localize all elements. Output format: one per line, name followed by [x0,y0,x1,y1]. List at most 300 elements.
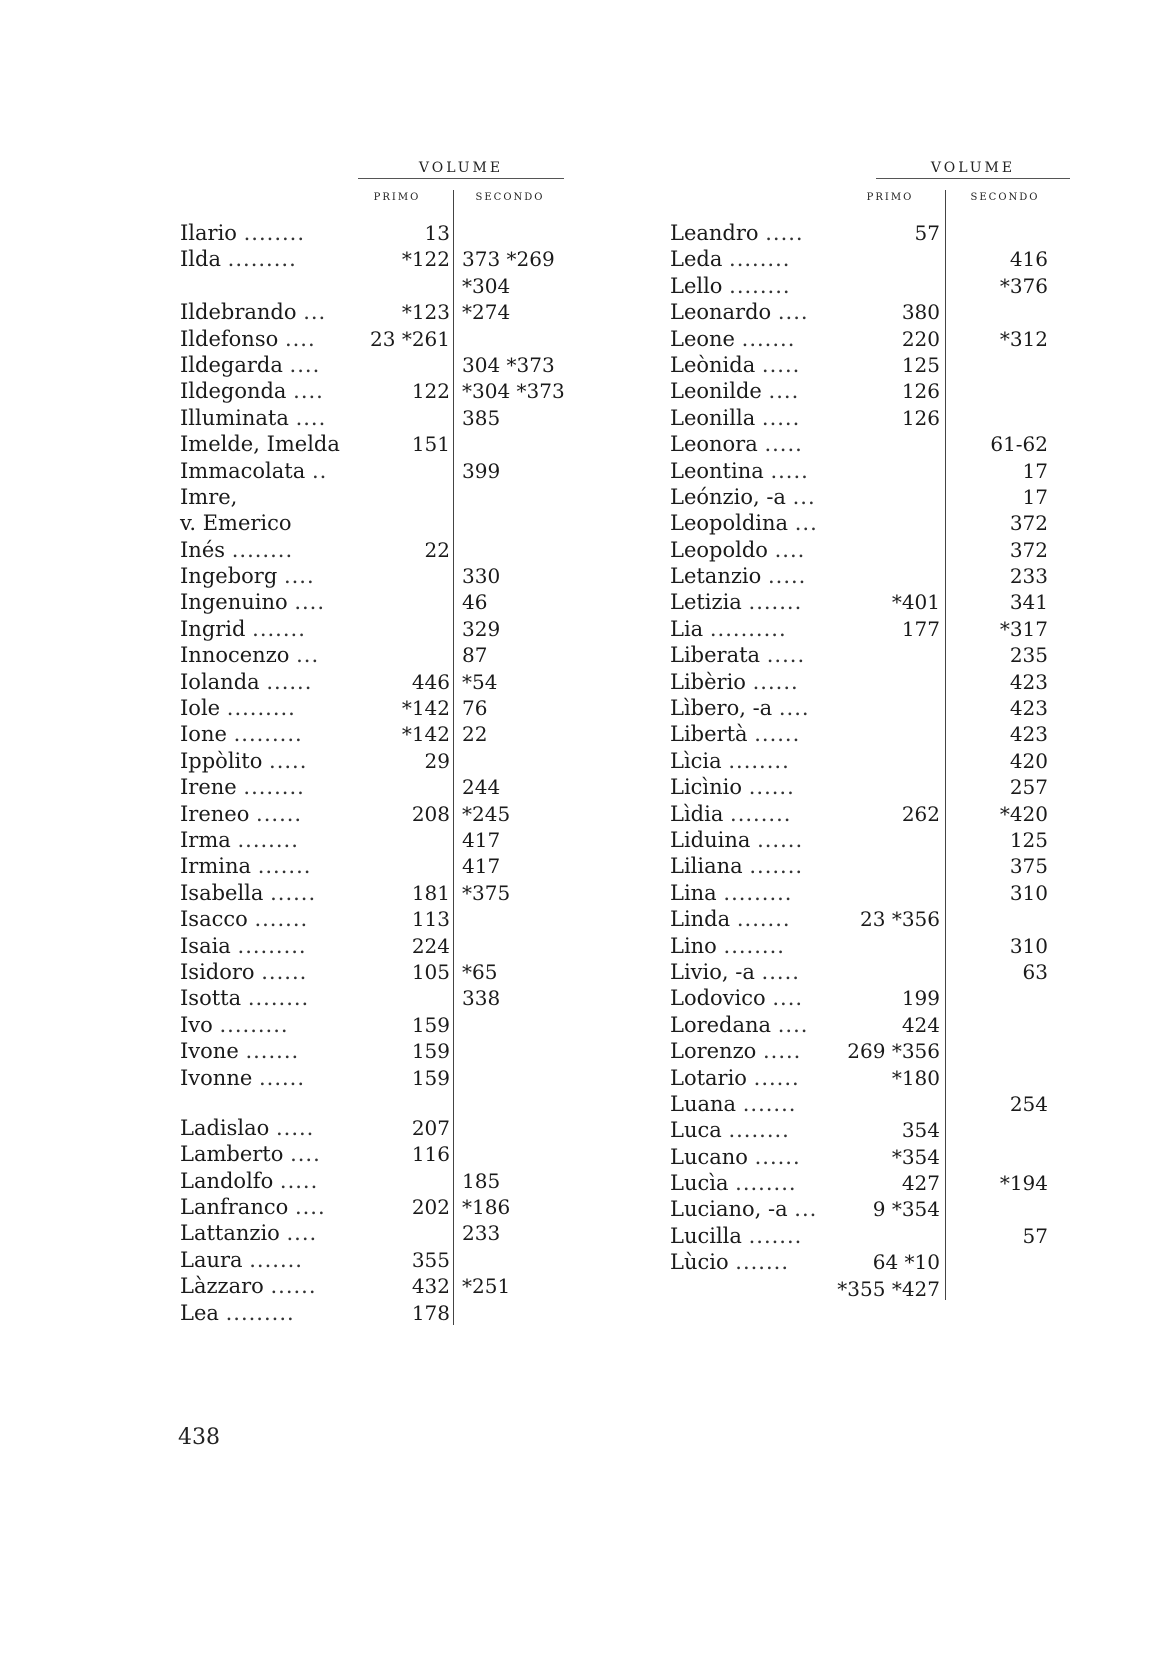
entry-leader-dots: ....... [749,854,804,879]
index-entry [180,801,580,827]
entry-name [180,458,327,484]
entry-leader-dots: ....... [249,1247,303,1272]
entry-name-text: Ingenuino [180,590,288,615]
entry-name-text: Ladislao [180,1115,270,1140]
index-entry [180,1115,580,1141]
entry-primo-refs: *142 [401,696,450,721]
entry-leader-dots: ...... [754,722,801,747]
entry-name [670,827,803,853]
entry-name-text: Immacolata [180,458,306,483]
entry-primo-refs: 126 [901,405,940,430]
entry-secondo-refs: *251 [462,1274,511,1299]
entry-leader-dots: ......... [219,1012,289,1037]
index-entry [180,1141,580,1167]
entry-name [180,1194,326,1220]
entry-name [180,801,302,827]
entry-primo-refs: 116 [411,1142,450,1167]
entry-secondo-refs: *420 [999,801,1048,826]
entry-secondo-refs: 17 [1022,458,1048,483]
entry-leader-dots: ... [794,1197,818,1222]
index-entry [180,1012,580,1038]
entry-leader-dots: .... [774,537,806,562]
entry-name [670,774,795,800]
entry-primo-refs: *123 [401,300,450,325]
entry-name [670,484,816,510]
entry-name [670,1091,796,1117]
entry-name [180,431,340,457]
entry-secondo-refs: *54 [462,669,498,694]
entry-secondo-refs: *304 *373 [462,379,565,404]
entry-secondo-refs: *186 [462,1195,511,1220]
entry-leader-dots: .... [778,696,810,721]
entry-name [670,721,800,747]
entry-name [180,299,326,325]
index-entry [670,985,1070,1011]
index-entry [670,273,1070,299]
index-entry [670,1117,1070,1143]
entry-secondo-refs: 257 [1009,775,1048,800]
entry-leader-dots: .... [768,379,800,404]
index-entry [670,827,1070,853]
index-entry [670,1249,1070,1275]
entry-name [180,642,319,668]
entry-name [180,378,324,404]
entry-leader-dots: ..... [761,352,801,377]
entry-name-text: Linda [670,907,731,932]
entry-leader-dots: .... [290,1142,321,1167]
entry-name [670,246,790,272]
index-entry [670,220,1070,246]
entry-secondo-refs: *312 [999,326,1048,351]
entry-leader-dots: ...... [753,1065,800,1090]
entry-name [180,774,305,800]
entry-secondo-refs: *65 [462,959,498,984]
entry-primo-refs: 57 [914,221,940,245]
entry-secondo-refs: 310 [1009,880,1048,905]
entry-leader-dots: ....... [245,1039,300,1064]
entry-leader-dots: ... [794,511,818,536]
entry-name [670,458,809,484]
entry-name [180,721,303,747]
index-entry [670,853,1070,879]
index-entry [670,1276,1070,1302]
entry-leader-dots: ..... [269,748,308,773]
index-entry [670,1170,1070,1196]
entry-leader-dots: ........ [247,986,310,1011]
index-entry [180,695,580,721]
entry-leader-dots: ......... [227,247,297,272]
index-entry [670,484,1070,510]
entry-name-text: Leopoldo [670,537,768,562]
entry-leader-dots: ....... [252,616,306,641]
entry-name-text: Ingeborg [180,564,278,589]
secondo-header: SECONDO [475,192,545,203]
entry-name-text: Iole [180,696,221,721]
entry-leader-dots: ..... [765,221,804,245]
entry-name [180,880,316,906]
entry-name-text: Lello [670,273,723,298]
index-entry [180,721,580,747]
entry-name-text: Lucìa [670,1171,729,1196]
entry-secondo-refs: 185 [462,1168,501,1193]
entry-primo-refs: *355 *427 [837,1276,940,1301]
index-entry [670,642,1070,668]
entry-name [670,1012,808,1038]
index-entry [670,748,1070,774]
entry-name-text: Lorenzo [670,1039,757,1064]
entry-name [670,589,802,615]
entry-primo-refs: 207 [411,1115,450,1140]
index-entry [180,405,580,431]
index-entry [670,933,1070,959]
entry-name [180,589,325,615]
index-entry [180,537,580,563]
entry-leader-dots: .... [772,986,804,1011]
entry-name [180,959,307,985]
entry-leader-dots: ...... [748,775,795,800]
entry-list [670,220,1070,1302]
index-entry [180,510,580,536]
entry-name-text: Livio, -a [670,959,755,984]
entry-leader-dots: ........ [231,537,294,562]
index-entry [670,1144,1070,1170]
entry-name [180,1273,317,1299]
entry-primo-refs: *142 [401,722,450,747]
entry-leader-dots: ...... [757,827,804,852]
primo-header: PRIMO [866,192,914,203]
entry-leader-dots: .. [311,458,328,483]
index-entry [670,1091,1070,1117]
entry-name-text: Isaia [180,933,231,958]
entry-leader-dots: ....... [741,326,796,351]
index-entry [670,589,1070,615]
index-entry [180,220,580,246]
entry-secondo-refs: 417 [462,827,501,852]
entry-leader-dots: ..... [762,1039,802,1064]
entry-leader-dots: ....... [742,1091,797,1116]
index-entry [180,1220,580,1246]
entry-secondo-refs: 399 [462,458,501,483]
entry-leader-dots: ...... [754,1144,801,1169]
entry-primo-refs: 427 [901,1171,940,1196]
entry-primo-refs: 446 [411,669,450,694]
entry-name-text: Lucano [670,1144,748,1169]
entry-name-text: Liberata [670,643,761,668]
entry-name [670,853,803,879]
entry-secondo-refs: 329 [462,616,501,641]
index-entry [670,326,1070,352]
entry-primo-refs: 23 *356 [860,907,940,932]
entry-primo-refs: 64 *10 [872,1250,940,1275]
entry-primo-refs: 424 [901,1012,940,1037]
index-entry [670,1065,1070,1091]
entry-primo-refs: *122 [401,247,450,272]
entry-leader-dots: ....... [736,907,791,932]
entry-primo-refs: 151 [411,432,450,457]
entry-name-text: Ildegarda [180,352,283,377]
entry-name-text: Isotta [180,986,242,1011]
index-entry [670,906,1070,932]
entry-name-text: Ivone [180,1039,239,1064]
index-entry [670,1196,1070,1222]
entry-secondo-refs: *375 [462,880,511,905]
entry-leader-dots: ........ [735,1171,797,1196]
entry-name-text: Loredana [670,1012,772,1037]
entry-leader-dots: ......... [225,1300,295,1325]
entry-secondo-refs: 423 [1009,696,1048,721]
entry-name [180,352,320,378]
entry-secondo-refs: 330 [462,564,501,589]
entry-name-text: Leontina [670,458,764,483]
index-entry [670,537,1070,563]
entry-name [670,880,792,906]
index-entry [670,431,1070,457]
index-entry [180,906,580,932]
entry-name-text: Lùcio [670,1250,729,1275]
entry-name-text: Lia [670,616,704,641]
entry-primo-refs: 177 [901,616,940,641]
entry-leader-dots: ..... [761,405,801,430]
index-entry [670,246,1070,272]
entry-secondo-refs: *245 [462,801,511,826]
entry-name-text: Ilario [180,221,237,245]
entry-name [180,616,306,642]
entry-name-text: Lanfranco [180,1195,289,1220]
entry-primo-refs: 199 [901,986,940,1011]
entry-secondo-refs: *194 [999,1171,1048,1196]
entry-name-text: Libertà [670,722,748,747]
index-entry [670,1223,1070,1249]
entry-leader-dots: ........ [730,801,792,826]
index-entry [670,695,1070,721]
index-entry [670,616,1070,642]
entry-name [670,801,791,827]
entry-name-text: Ivo [180,1012,213,1037]
entry-leader-dots: ........ [729,273,791,298]
index-entry [670,959,1070,985]
index-entry [180,642,580,668]
entry-leader-dots: ..... [275,1115,315,1140]
entry-primo-refs: *401 [891,590,940,615]
entry-secondo-refs: 22 [462,722,488,747]
index-entry [180,378,580,404]
entry-leader-dots: .... [283,564,315,589]
entry-name [180,1115,314,1141]
index-entry [670,1038,1070,1064]
entry-name-text: Irene [180,775,237,800]
entry-leader-dots: ... [792,484,816,509]
index-entry [180,748,580,774]
entry-leader-dots: ..... [279,1168,319,1193]
entry-name-text: Ildebrando [180,300,297,325]
entry-name-text: Illuminata [180,405,289,430]
entry-name-text: Iolanda [180,669,260,694]
entry-leader-dots: .... [289,352,321,377]
entry-name-text: Lattanzio [180,1221,280,1246]
entry-leader-dots: ........ [728,748,790,773]
entry-secondo-refs: 310 [1009,933,1048,958]
index-entry [670,801,1070,827]
entry-name-text: Innocenzo [180,643,290,668]
entry-name-text: Licìnio [670,775,743,800]
entry-name [670,1249,789,1275]
entry-name-text: Ildegonda [180,379,287,404]
entry-leader-dots: ......... [723,880,793,905]
entry-name [670,695,810,721]
entry-secondo-refs: *376 [999,273,1048,298]
entry-name-text: v. Emerico [180,511,292,536]
entry-leader-dots: ........ [728,1118,790,1143]
entry-list [180,220,580,1326]
entry-name [180,695,296,721]
entry-name-text: Ippòlito [180,748,263,773]
index-entry [180,563,580,589]
entry-leader-dots: ...... [258,1065,306,1090]
entry-secondo-refs: 372 [1009,511,1048,536]
entry-leader-dots: .... [284,326,316,351]
entry-secondo-refs: 254 [1009,1091,1048,1116]
entry-name-text: Laura [180,1247,243,1272]
index-entry [180,589,580,615]
entry-primo-refs: 432 [411,1274,450,1299]
entry-leader-dots: ...... [261,959,308,984]
entry-leader-dots: ........ [237,827,299,852]
entry-leader-dots: ... [303,300,327,325]
entry-primo-refs: 178 [411,1300,450,1325]
entry-name-text: Ingrid [180,616,246,641]
index-entry [670,405,1070,431]
entry-secondo-refs: 76 [462,696,488,721]
entry-leader-dots: ..... [761,959,800,984]
entry-name [670,378,799,404]
entry-secondo-refs: *317 [999,616,1048,641]
index-entry [180,326,580,352]
entry-primo-refs: 224 [411,933,450,958]
entry-secondo-refs: *304 [462,273,511,298]
entry-name-text: Leda [670,247,723,272]
entry-secondo-refs: 338 [462,986,501,1011]
index-entry [670,1012,1070,1038]
entry-name [180,1012,289,1038]
entry-secondo-refs: 46 [462,590,488,615]
entry-leader-dots: ........ [729,247,791,272]
entry-leader-dots: ....... [257,854,312,879]
entry-primo-refs: 23 *261 [370,326,450,351]
entry-leader-dots: .......... [709,616,787,641]
entry-primo-refs: 269 *356 [847,1039,940,1064]
entry-leader-dots: ..... [767,564,807,589]
entry-leader-dots: ........ [723,933,785,958]
index-entry [180,933,580,959]
entry-name [180,1141,321,1167]
entry-primo-refs: 262 [901,801,940,826]
index-entry [180,1247,580,1273]
entry-name [670,669,799,695]
entry-name [180,1300,295,1326]
index-entry [670,510,1070,536]
entry-leader-dots: ....... [748,1223,803,1248]
volume-header: VOLUME [358,160,564,179]
entry-leader-dots: ......... [233,722,303,747]
entry-name-text: Ilda [180,247,221,272]
index-entry [180,959,580,985]
entry-primo-refs: 159 [411,1012,450,1037]
entry-name [670,510,818,536]
index-entry [180,458,580,484]
entry-name [670,299,809,325]
entry-primo-refs: 354 [901,1118,940,1143]
index-entry [180,484,580,510]
entry-name [670,1038,801,1064]
entry-name-text: Ildefonso [180,326,279,351]
entry-name [670,616,787,642]
entry-name-text: Lodovico [670,986,766,1011]
entry-name-text: Luca [670,1118,722,1143]
entry-secondo-refs: 17 [1022,484,1048,509]
index-entry [180,880,580,906]
entry-name [180,220,305,246]
index-entry [670,299,1070,325]
entry-name [180,748,307,774]
entry-name [180,1220,317,1246]
entry-leader-dots: ...... [256,801,303,826]
entry-name [670,405,800,431]
index-entry [670,458,1070,484]
entry-name [180,1168,318,1194]
entry-name-text: Liduina [670,827,751,852]
entry-leader-dots: .... [286,1221,318,1246]
entry-name-text: Lamberto [180,1142,284,1167]
entry-name-text: Leonardo [670,300,772,325]
entry-name [180,510,292,536]
entry-name [180,669,312,695]
entry-name [670,1144,801,1170]
entry-name [670,959,800,985]
entry-name-text: Ivonne [180,1065,253,1090]
entry-name [180,563,315,589]
entry-secondo-refs: 372 [1009,537,1048,562]
entry-name-text: Leonilde [670,379,762,404]
entry-secondo-refs: 57 [1022,1223,1048,1248]
entry-name-text: Lìcia [670,748,722,773]
entry-name-text: Liliana [670,854,743,879]
entry-secondo-refs: 61-62 [990,432,1048,457]
entry-name [670,642,805,668]
entry-primo-refs: 105 [411,959,450,984]
index-entry [180,299,580,325]
entry-leader-dots: ......... [237,933,307,958]
entry-secondo-refs: 375 [1009,854,1048,879]
entry-leader-dots: ......... [226,696,296,721]
entry-leader-dots: ..... [764,432,803,457]
entry-name-text: Ireneo [180,801,250,826]
entry-secondo-refs: 423 [1009,722,1048,747]
entry-name-text: Luana [670,1091,737,1116]
entry-name-text: Letanzio [670,564,762,589]
entry-name-text: Imelde, Imelda [180,432,340,457]
entry-name-text: Imre, [180,484,238,509]
entry-name [180,853,311,879]
entry-name-text: Inés [180,537,226,562]
entry-name-text: Letizia [670,590,742,615]
entry-secondo-refs: 233 [462,1221,501,1246]
entry-name [180,933,307,959]
entry-name-text: Leopoldina [670,511,789,536]
entry-name-text: Leónzio, -a [670,484,786,509]
entry-name [670,563,806,589]
entry-name [180,827,299,853]
entry-name-text: Lìbero, -a [670,696,773,721]
